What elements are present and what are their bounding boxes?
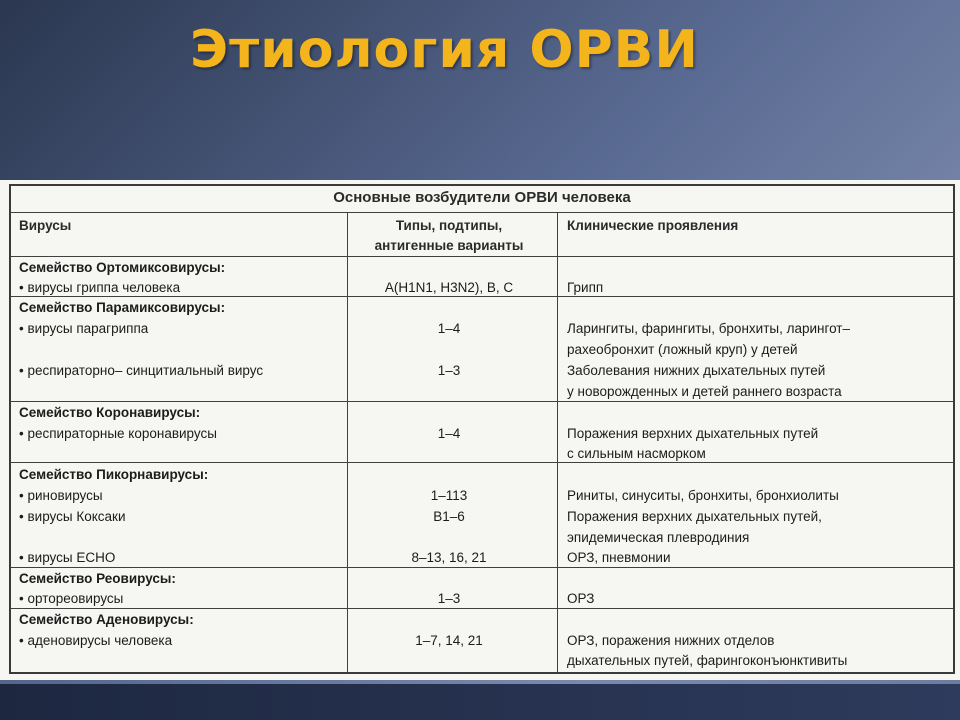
clinical-text: ОРЗ xyxy=(567,591,595,606)
virus-name: • ортореовирусы xyxy=(19,591,124,606)
virus-name: • респираторные коронавирусы xyxy=(19,426,217,441)
family-label: Семейство Ортомиксовирусы: xyxy=(19,260,226,275)
clinical-text: Ларингиты, фарингиты, бронхиты, ларингот– xyxy=(567,321,850,336)
header-type-line1: Типы, подтипы, xyxy=(395,218,503,233)
virus-type: 1–4 xyxy=(437,321,461,336)
virus-name: • вирусы гриппа человека xyxy=(19,280,181,295)
column-divider xyxy=(557,212,558,672)
virus-name: • вирусы ЕСНО xyxy=(19,550,116,565)
table-panel xyxy=(0,180,960,680)
family-label: Семейство Аденовирусы: xyxy=(19,612,194,627)
header-virus: Вирусы xyxy=(19,218,72,233)
clinical-text: Заболевания нижних дыхательных путей xyxy=(567,363,826,378)
virus-name: • риновирусы xyxy=(19,488,103,503)
caption-divider xyxy=(11,212,953,213)
slide-title: Этиология ОРВИ xyxy=(190,20,699,80)
virus-name: • респираторно– синцитиальный вирус xyxy=(19,363,264,378)
clinical-text: Грипп xyxy=(567,280,604,295)
clinical-text: ОРЗ, пневмонии xyxy=(567,550,671,565)
virus-type: A(H1N1, H3N2), B, C xyxy=(384,280,514,295)
clinical-text: Поражения верхних дыхательных путей, xyxy=(567,509,822,524)
clinical-text: Риниты, синуситы, бронхиты, бронхиолиты xyxy=(567,488,839,503)
column-divider xyxy=(347,212,348,672)
virus-name: • вирусы парагриппа xyxy=(19,321,149,336)
header-type-line2: антигенные варианты xyxy=(374,238,524,253)
virus-type: 1–113 xyxy=(430,488,468,503)
family-label: Семейство Парамиксовирусы: xyxy=(19,300,226,315)
clinical-text: Поражения верхних дыхательных путей xyxy=(567,426,819,441)
family-label: Семейство Реовирусы: xyxy=(19,571,176,586)
clinical-text: эпидемическая плевродиния xyxy=(567,530,750,545)
clinical-text: у новорожденных и детей раннего возраста xyxy=(567,384,842,399)
virus-name: • аденовирусы человека xyxy=(19,633,173,648)
header-clinic: Клинические проявления xyxy=(567,218,739,233)
virus-table xyxy=(9,184,955,674)
clinical-text: ОРЗ, поражения нижних отделов xyxy=(567,633,775,648)
family-label: Семейство Пикорнавирусы: xyxy=(19,467,209,482)
bottom-band xyxy=(0,684,960,720)
virus-type: 1–7, 14, 21 xyxy=(415,633,483,648)
clinical-text: дыхательных путей, фарингоконъюнктивиты xyxy=(567,653,848,668)
clinical-text: с сильным насморком xyxy=(567,446,706,461)
virus-type: 1–3 xyxy=(437,591,461,606)
virus-name: • вирусы Коксаки xyxy=(19,509,126,524)
virus-type: 1–3 xyxy=(437,363,461,378)
family-label: Семейство Коронавирусы: xyxy=(19,405,201,420)
virus-type: 1–4 xyxy=(437,426,461,441)
virus-type: B1–6 xyxy=(433,509,465,524)
clinical-text: рахеобронхит (ложный круп) у детей xyxy=(567,342,798,357)
virus-type: 8–13, 16, 21 xyxy=(411,550,487,565)
table-caption: Основные возбудители ОРВИ человека xyxy=(333,189,631,206)
